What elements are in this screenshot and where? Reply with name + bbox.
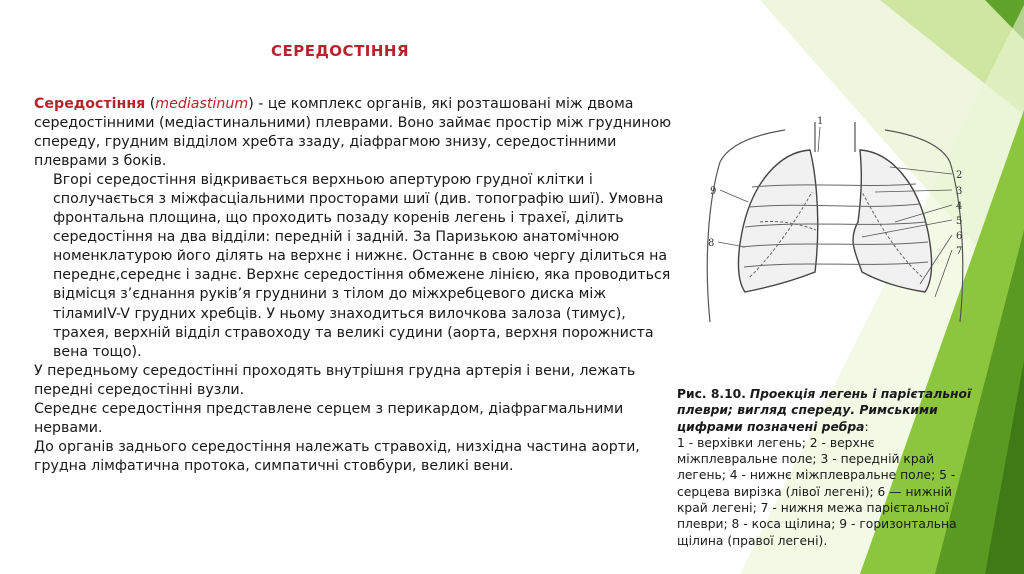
figure-label-5: 5 — [956, 216, 963, 227]
paren-open: ( — [145, 96, 156, 112]
paragraph-middle: Середнє середостіння представлене серцем з перикардом, діафрагмальними нервами. — [34, 400, 624, 436]
term-mediastinum: Середостіння — [34, 96, 146, 112]
page-title: СЕРЕДОСТІННЯ — [270, 42, 410, 60]
figure-label-4: 4 — [956, 201, 963, 212]
definition-text: ) - це комплекс органів, які розташовані між двома середостінними (медіастинальними) плеврами. Воно займає простір між грудниною спереду, грудним відділом хребта ззаду, діафрагмою знизу, середостінними плеврами з боків. — [34, 96, 672, 170]
left-lung-outline — [853, 150, 932, 292]
figure-label-7: 7 — [956, 246, 963, 257]
caption-colon: : — [864, 419, 869, 434]
left-shoulder-outline — [720, 130, 785, 162]
caption-figure-number: Рис. 8.10. — [677, 387, 746, 401]
figure-label-3: 3 — [956, 186, 963, 197]
caption-title: Проекція легень і парієтальної плеври; вигляд спереду. Римськими цифрами позначені ребра — [677, 387, 972, 434]
figure-label-6: 6 — [956, 231, 963, 242]
figure-caption — [677, 386, 977, 549]
paragraph-definition — [34, 95, 674, 171]
paragraph-anterior: У передньому середостінні проходять внутрішня грудна артерія і вени, лежать передні середостінні вузли. — [34, 362, 636, 398]
label-pointer — [720, 190, 748, 202]
caption-heading — [677, 386, 977, 435]
right-lung-outline — [738, 150, 817, 292]
latin-term: mediastinum — [155, 96, 249, 112]
caption-legend: 1 - верхівки легень; 2 - верхнє міжплевральне поле; 3 - передній край легень; 4 - нижнє міжплевральне поле; 5 - серцева вирізка (лівої легені); 6 — нижній край легені; 7 - нижня межа парієтальної плеври; 8 - коса щілина; 9 - горизонтальна щілина (правої легені). — [677, 435, 957, 548]
figure-label-2: 2 — [956, 170, 963, 181]
label-pointer — [818, 127, 820, 152]
figure-label-9: 9 — [710, 186, 717, 197]
right-shoulder-outline — [885, 130, 950, 162]
figure-label-8: 8 — [708, 238, 715, 249]
figure-label-1: 1 — [817, 116, 824, 127]
paragraph-divisions: Вгорі середостіння відкривається верхньою апертурою грудної клітки і сполучається з міжфасціальними просторами шиї (див. топографію шиї). Умовна фронтальна площина, що проходить позаду коренів легень і трахеї, ділить середостіння на два відділи: передній і задній. За Паризькою анатомічною номенклатурою його ділять на верхнє і нижнє. Останнє в свою чергу ділиться на переднє,середнє і заднє. Верхнє середостіння обмежене лінією, яка проводиться відмісця з’єднання руків’я груднини з тілом до міжхребцевого диска між тіламиIV-V грудних хребців. У ньому знаходиться вилочкова залоза (тимус), трахея, верхній відділ стравоходу та великі судини (аорта, верхня порожниста вена тощо). — [53, 172, 671, 360]
lung-projection-figure — [690, 112, 980, 337]
main-text-body — [34, 95, 674, 476]
paragraph-posterior: До органів заднього середостіння належать стравохід, низхідна частина аорти, грудна лімфатична протока, симпатичні стовбури, великі вени. — [34, 438, 640, 474]
